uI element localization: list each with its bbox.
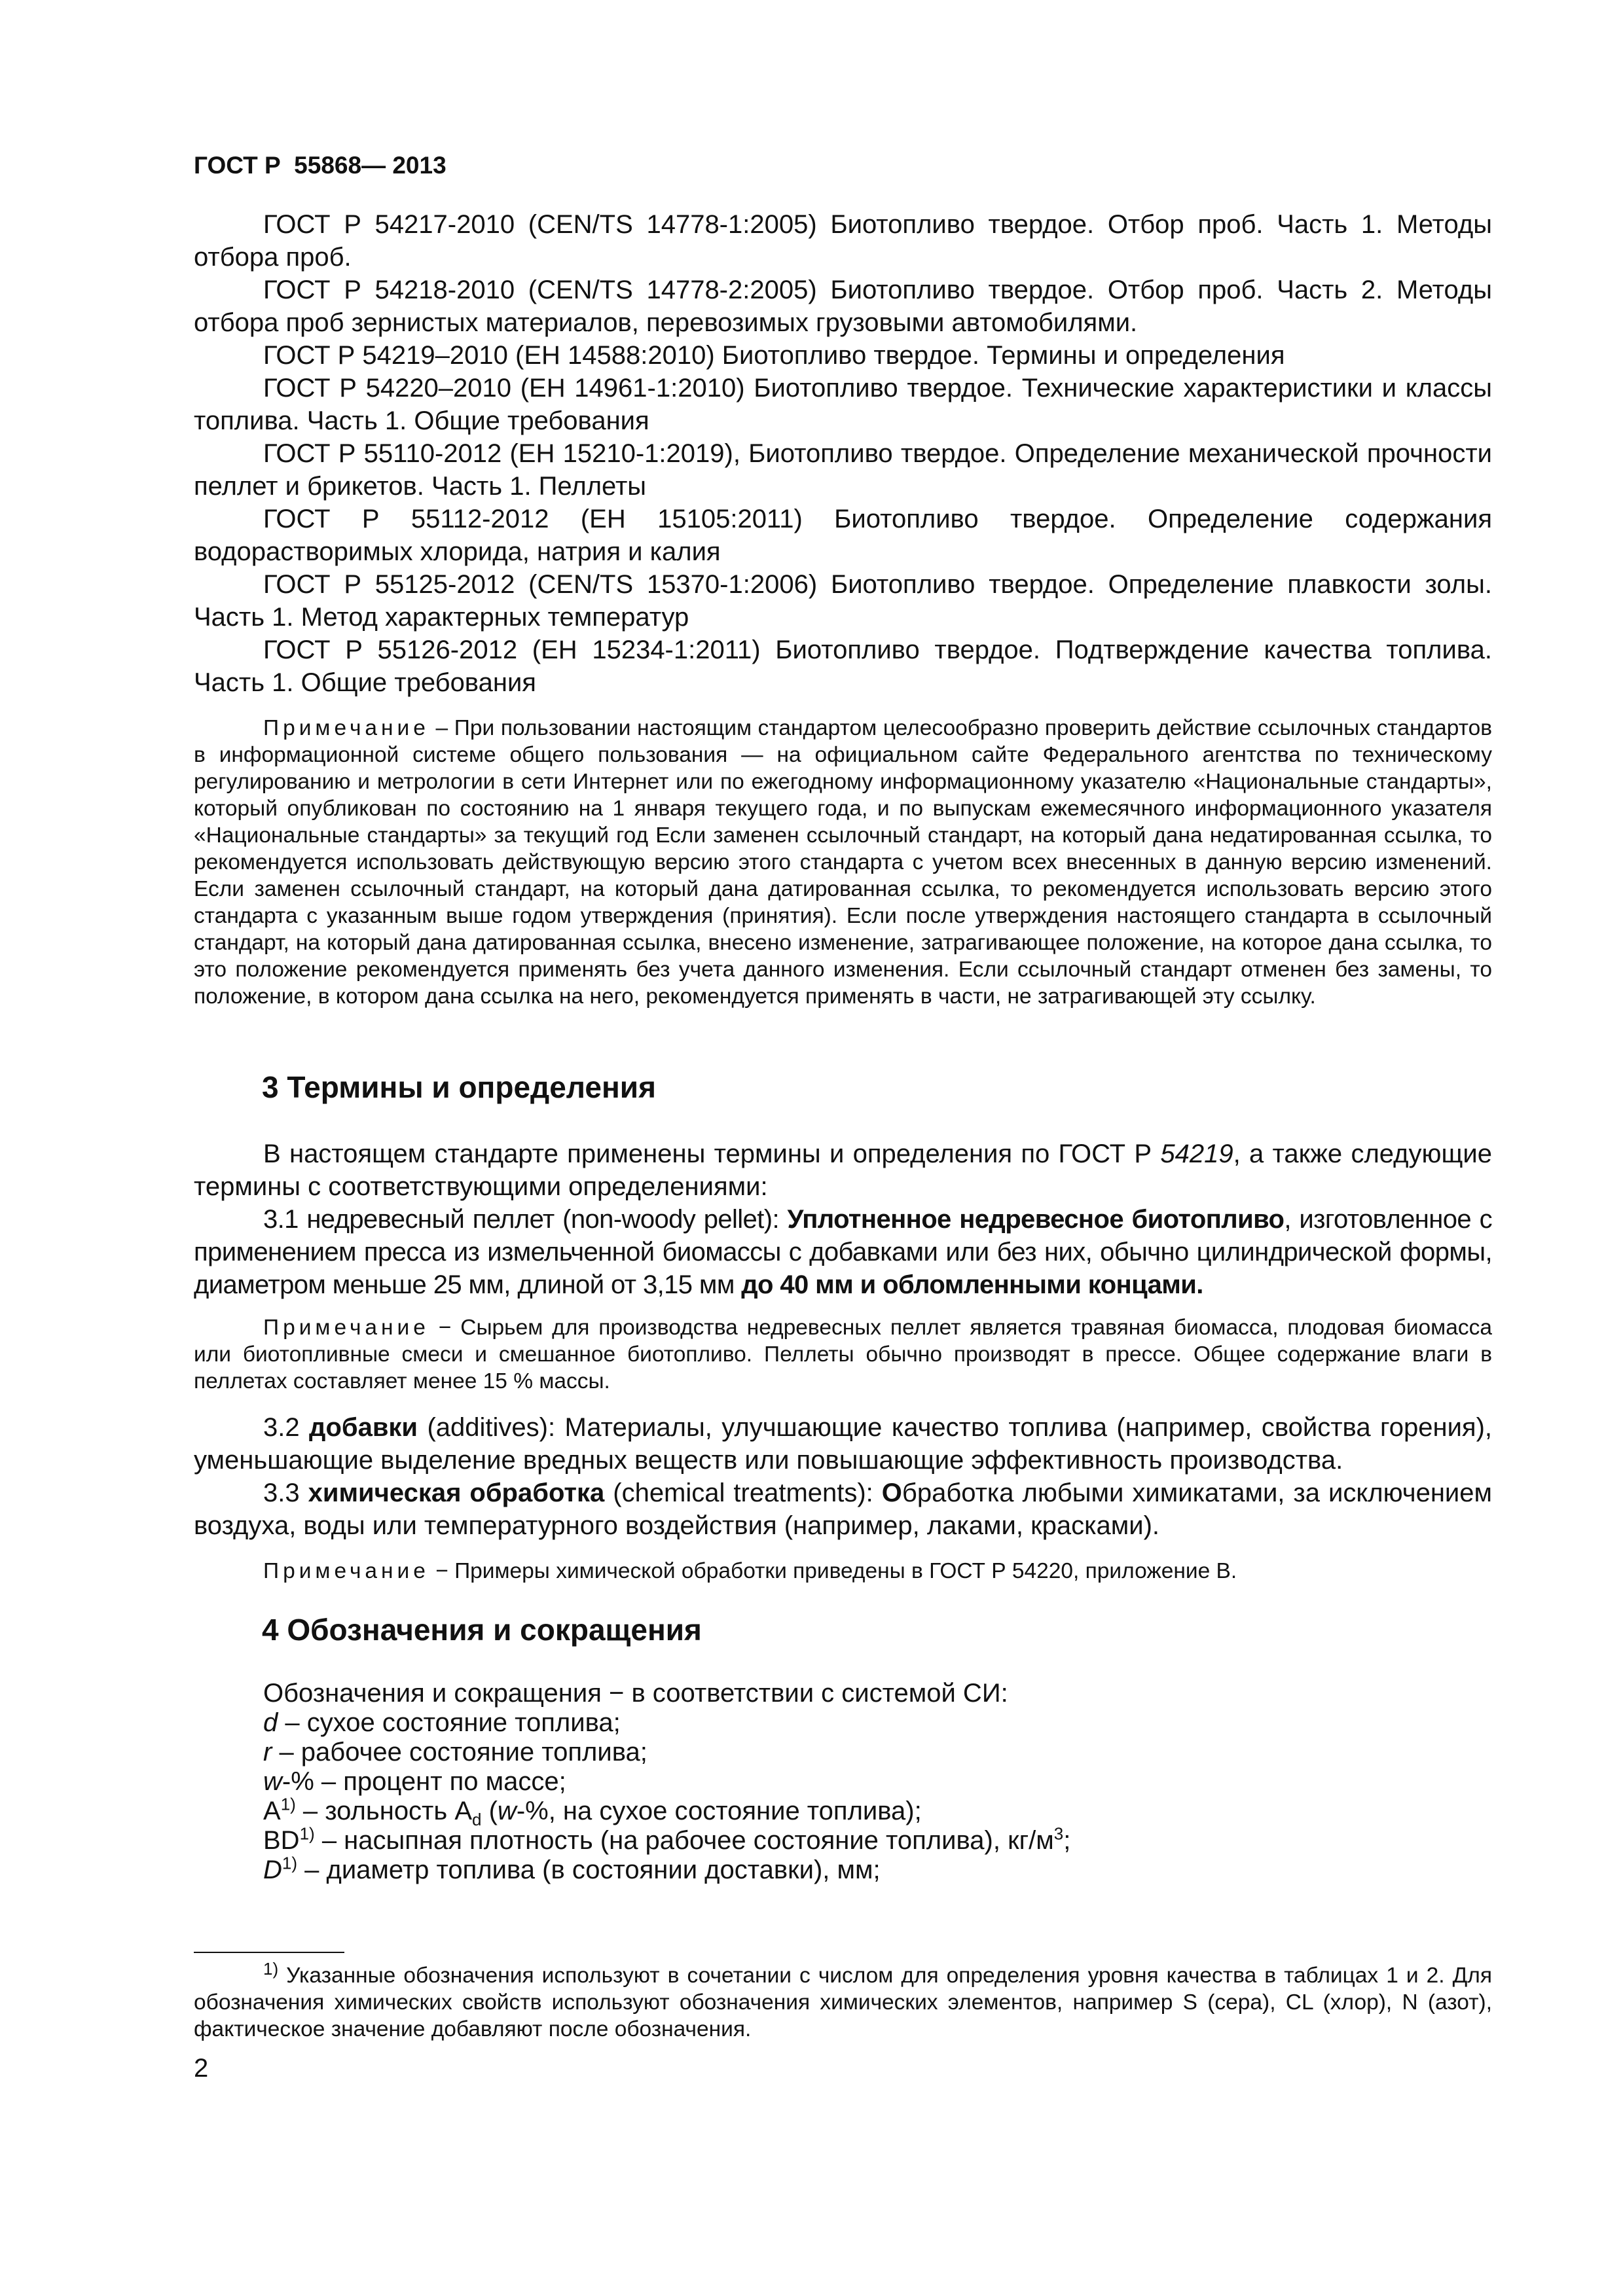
note-label: Примечание	[263, 1559, 429, 1583]
note-text: Примеры химической обработки приведены в ГОСТ Р 54220, приложение В.	[454, 1559, 1237, 1583]
page-number: 2	[194, 2054, 209, 2083]
symbols-intro: Обозначения и сокращения − в соответствии с системой СИ:	[263, 1679, 1008, 1708]
reference-item: ГОСТ Р 55112-2012 (ЕН 15105:2011) Биотопливо твердое. Определение содержания водорастворимых хлорида, натрия и калия	[194, 505, 1492, 566]
term-3-3: 3.3 химическая обработка (chemical treatments): Обработка любыми химикатами, за исключением воздуха, воды или температурного воздействия (например, лаками, красками).	[194, 1479, 1492, 1540]
symbol-item: $А^{1)}$ – зольность $А_d$ (w-%, на сухое состояние топлива);	[263, 1794, 922, 1829]
note-references: Примечание – При пользовании настоящим стандартом целесообразно проверить действие ссылочных стандартов в информационной системе общего пользования — на официальном сайте Федерального агентства по техническому регулированию и метрологии в сети Интернет или по ежегодному информационному указателю «Национальные стандарты», который опубликован по состоянию на 1 января текущего года, и по выпускам ежемесячного информационного указателя «Национальные стандарты» за текущий год Если заменен ссылочный стандарт, на который дана недатированная ссылка, то рекомендуется использовать действующую версию этого стандарта с учетом всех внесенных в данную версию изменений. Если заменен ссылочный стандарт, на который дана датированная ссылка, то рекомендуется использовать версию этого стандарта с указанным выше годом утверждения (принятия). Если после утверждения настоящего стандарта в ссылочный стандарт, на который дана датированная ссылка, внесено изменение, затрагивающее положение, на которое дана ссылка, то это положение рекомендуется применять без учета данного изменения. Если ссылочный стандарт отменен без замены, то положение, в котором дана ссылка на него, рекомендуется применять в части, не затрагивающей эту ссылку.	[194, 716, 1492, 1009]
term-3-1: 3.1 недревесный пеллет (non-woody pellet): Уплотненное недревесное биотопливо, изготовленное с применением пресса из измельченной биомассы с добавками или без них, обычно цилиндрической формы, диаметром меньше 25 мм, длиной от 3,15 мм до 40 мм и обломленными концами.	[194, 1205, 1492, 1299]
symbol-item: d – сухое состояние топлива;	[263, 1708, 621, 1737]
footnote-text: Указанные обозначения используют в сочетании с числом для определения уровня качества в таблицах 1 и 2. Для обозначения химических свойств используют обозначения химических элементов, например S (сера), CL (хлор), N (азот), фактическое значение добавляют после обозначения.	[194, 1964, 1492, 2041]
symbol-item: w-% – процент по массе;	[263, 1767, 566, 1796]
note-3-3: Примечание − Примеры химической обработки приведены в ГОСТ Р 54220, приложение В.	[263, 1559, 1237, 1583]
document-header: ГОСТ Р 55868— 2013	[194, 152, 447, 179]
footnote-divider	[194, 1952, 344, 1953]
note-text: Сырьем для производства недревесных пеллет является травяная биомасса, плодовая биомасса или биотопливные смеси и смешанное биотопливо. Пеллеты обычно производят в прессе. Общее содержание влаги в пеллетах составляет менее 15 % массы.	[194, 1316, 1492, 1393]
reference-item: ГОСТ Р 54218-2010 (CEN/TS 14778-2:2005) Биотопливо твердое. Отбор проб. Часть 2. Методы отбора проб зернистых материалов, перевозимых грузовыми автомобилями.	[194, 276, 1492, 337]
reference-item: ГОСТ Р 55125-2012 (CEN/TS 15370-1:2006) Биотопливо твердое. Определение плавкости золы. Часть 1. Метод характерных температур	[194, 570, 1492, 632]
symbol-item: r – рабочее состояние топлива;	[263, 1738, 647, 1767]
symbol-item: $D^{1)}$ – диаметр топлива (в состоянии доставки), мм;	[263, 1853, 881, 1884]
section-3-title: 3 Термины и определения	[262, 1070, 656, 1104]
footnote	[194, 1958, 1492, 2043]
section-4-title: 4 Обозначения и сокращения	[262, 1613, 702, 1647]
symbols-list	[194, 1679, 1492, 1885]
note-3-1: Примечание − Сырьем для производства недревесных пеллет является травяная биомасса, плодовая биомасса или биотопливные смеси и смешанное биотопливо. Пеллеты обычно производят в прессе. Общее содержание влаги в пеллетах составляет менее 15 % массы.	[194, 1316, 1492, 1393]
section-3-intro: В настоящем стандарте применены термины и определения по ГОСТ Р 54219, а также следующие термины с соответствующими определениями:	[194, 1139, 1492, 1201]
note-text: При пользовании настоящим стандартом целесообразно проверить действие ссылочных стандартов в информационной системе общего пользования — на официальном сайте Федерального агентства по техническому регулированию и метрологии в сети Интернет или по ежегодному информационному указателю «Национальные стандарты», который опубликован по состоянию на 1 января текущего года, и по выпускам ежемесячного информационного указателя «Национальные стандарты» за текущий год Если заменен ссылочный стандарт, на который дана недатированная ссылка, то рекомендуется использовать действующую версию этого стандарта с учетом всех внесенных в данную версию изменений. Если заменен ссылочный стандарт, на который дана датированная ссылка, то рекомендуется использовать версию этого стандарта с указанным выше годом утверждения (принятия). Если после утверждения настоящего стандарта в ссылочный стандарт, на который дана датированная ссылка, внесено изменение, затрагивающее положение, на которое дана ссылка, то это положение рекомендуется применять без учета данного изменения. Если ссылочный стандарт отменен без замены, то положение, в котором дана ссылка на него, рекомендуется применять в части, не затрагивающей эту ссылку.	[194, 716, 1492, 1009]
note-label: Примечание	[263, 716, 429, 740]
term-3-2: 3.2 добавки (additives): Материалы, улучшающие качество топлива (например, свойства горения), уменьшающие выделение вредных веществ или повышающие эффективность производства.	[194, 1413, 1493, 1475]
normative-references	[194, 208, 1492, 699]
symbol-item: BD$^{1)}$ – насыпная плотность (на рабочее состояние топлива), $кг/м^3$;	[263, 1823, 1071, 1855]
reference-item: ГОСТ Р 54219–2010 (ЕН 14588:2010) Биотопливо твердое. Термины и определения	[263, 341, 1285, 370]
reference-item: ГОСТ Р 55110-2012 (ЕН 15210-1:2019), Биотопливо твердое. Определение механической прочности пеллет и брикетов. Часть 1. Пеллеты	[194, 439, 1492, 501]
note-label: Примечание	[263, 1316, 429, 1340]
reference-item: ГОСТ Р 54220–2010 (ЕН 14961-1:2010) Биотопливо твердое. Технические характеристики и классы топлива. Часть 1. Общие требования	[194, 374, 1492, 435]
reference-item: ГОСТ Р 55126-2012 (ЕН 15234-1:2011) Биотопливо твердое. Подтверждение качества топлива. Часть 1. Общие требования	[194, 636, 1492, 697]
reference-item: ГОСТ Р 54217-2010 (CEN/TS 14778-1:2005) Биотопливо твердое. Отбор проб. Часть 1. Методы отбора проб.	[194, 210, 1492, 272]
footnote-mark: 1)	[263, 1958, 279, 1979]
section-3-body	[194, 1138, 1492, 1203]
